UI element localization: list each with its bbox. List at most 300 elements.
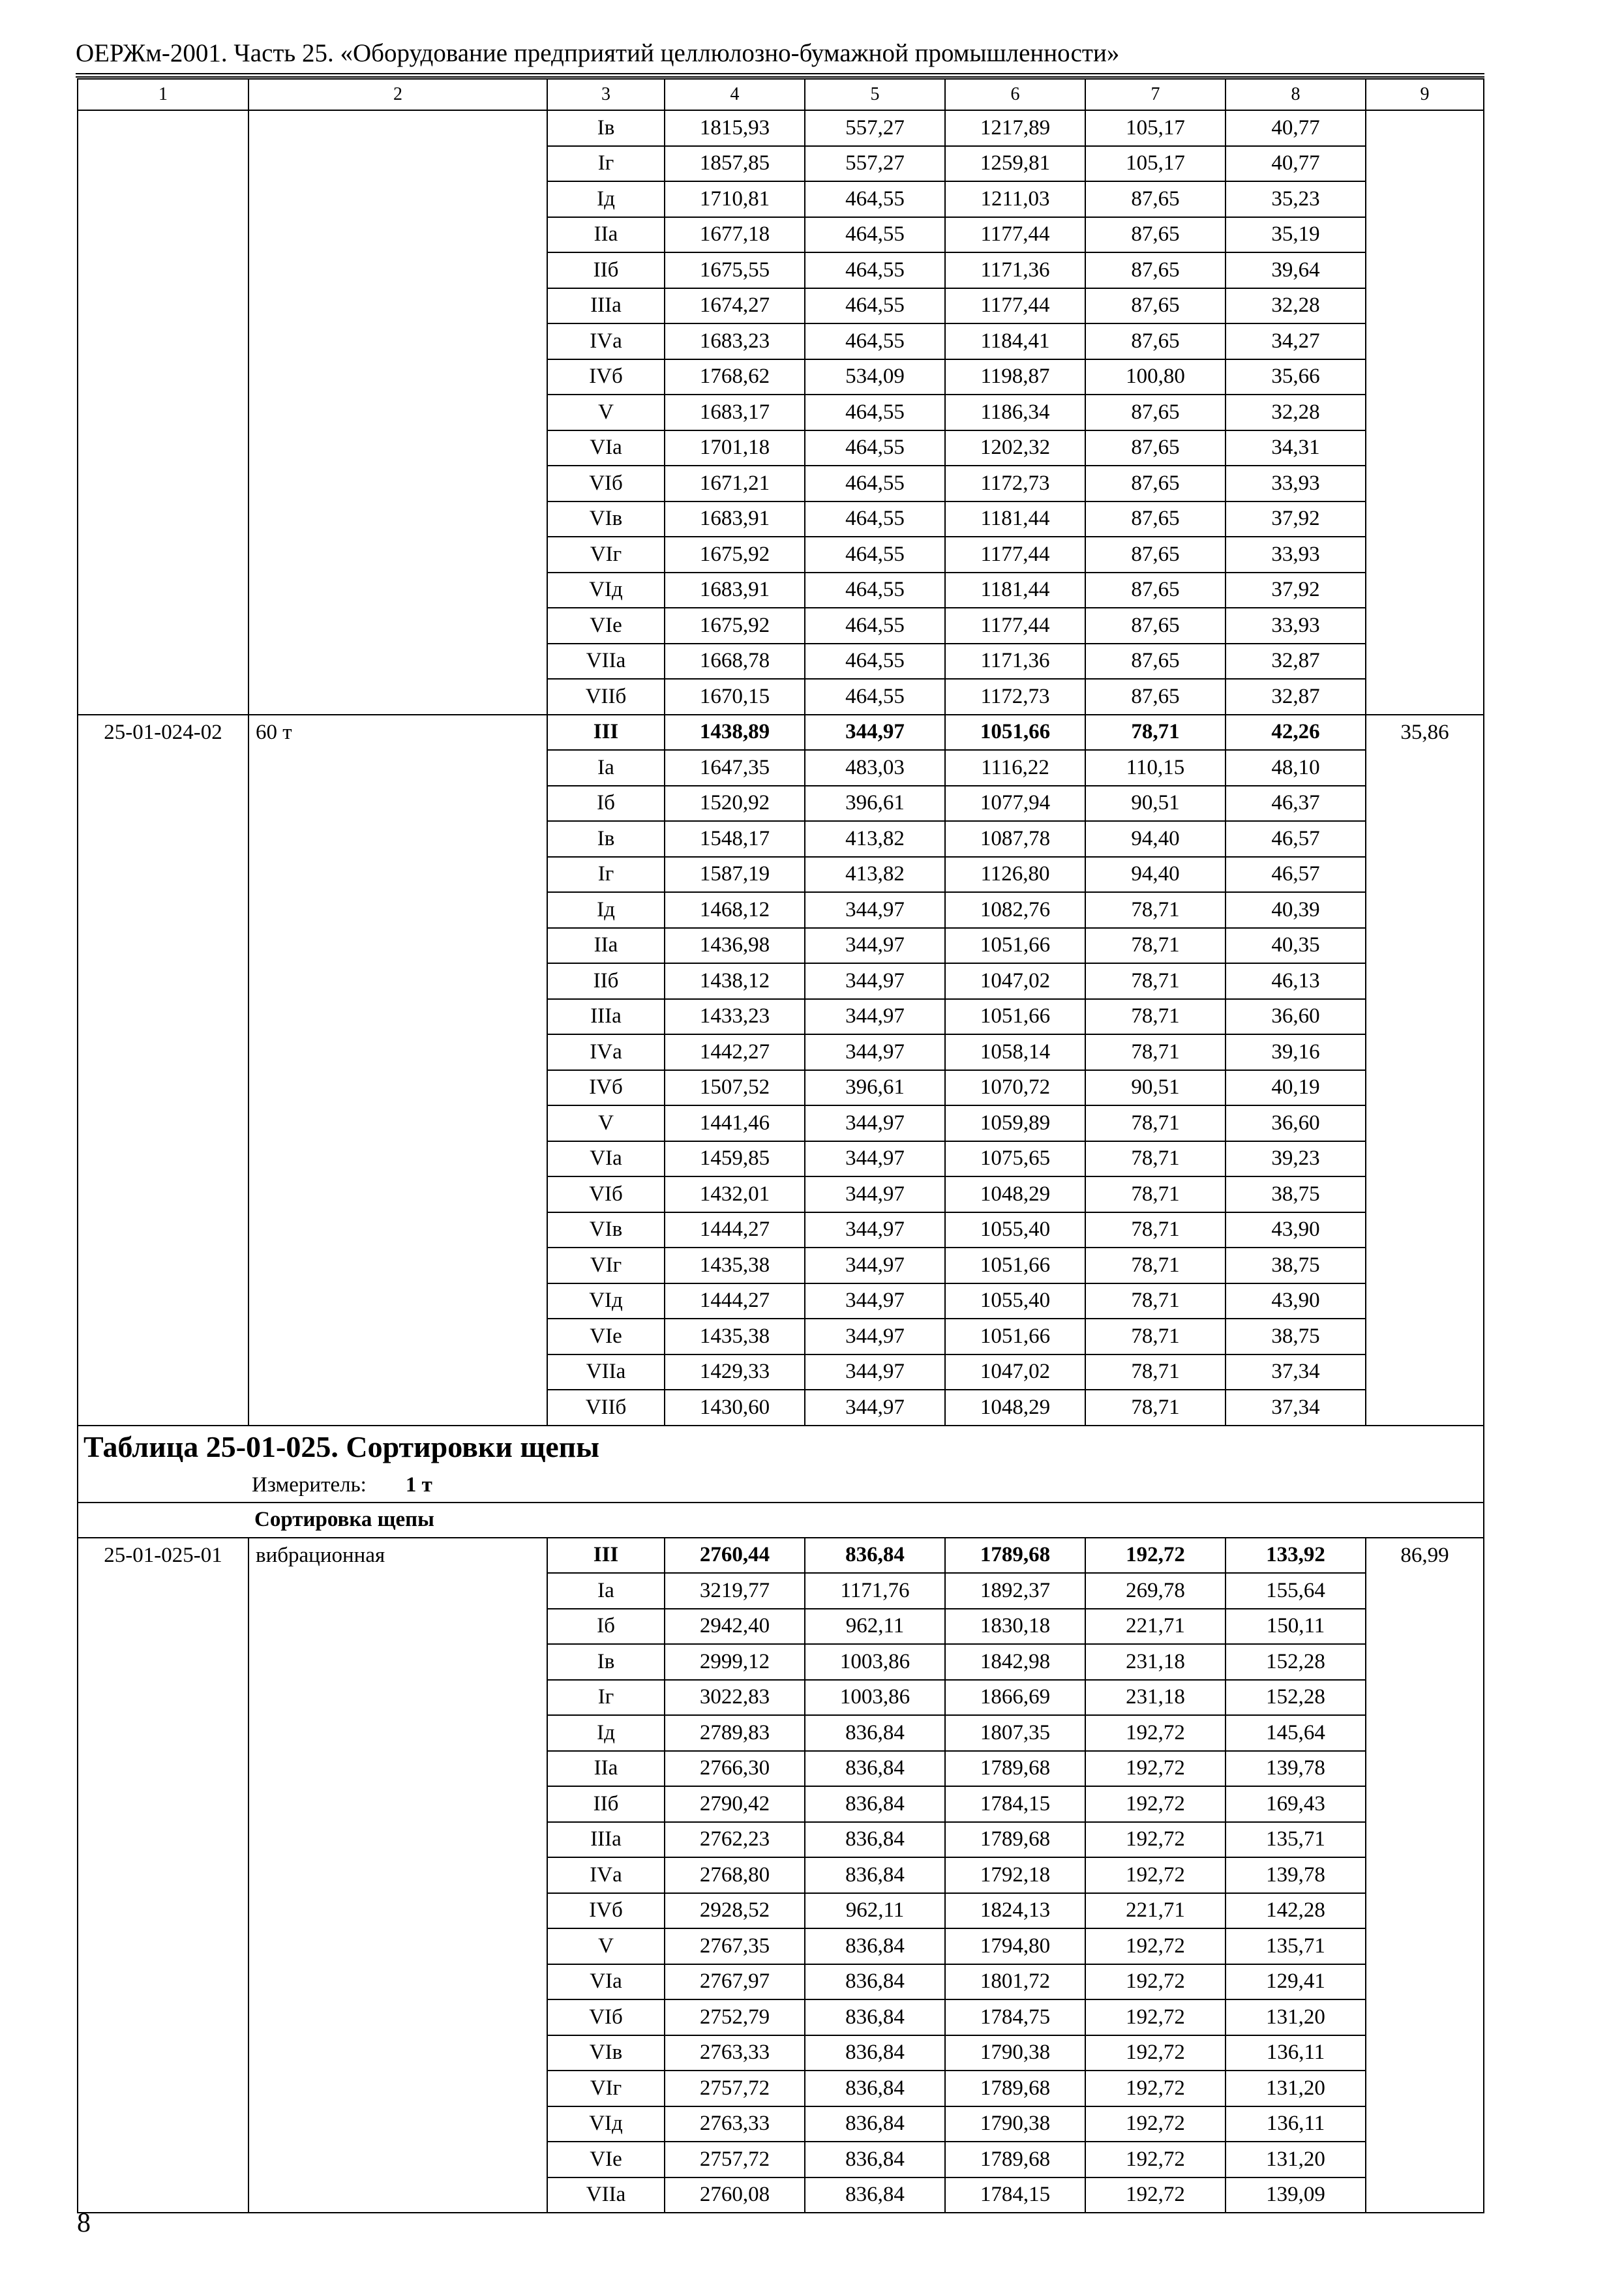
materials-cell: 131,20 (1226, 1999, 1366, 2035)
total-cost-cell: 3219,77 (665, 1573, 805, 1609)
total-cost-cell: 2767,97 (665, 1964, 805, 2000)
zone-code-cell: Iв (547, 110, 665, 146)
wages-cell: 1003,86 (805, 1680, 945, 1716)
total-cost-cell: 1683,17 (665, 395, 805, 430)
zone-code-cell: VIв (547, 1212, 665, 1248)
wages-cell: 464,55 (805, 323, 945, 359)
machine-operation-cell: 1217,89 (945, 110, 1085, 146)
total-cost-cell: 1507,52 (665, 1070, 805, 1106)
zone-code-cell: VIа (547, 1964, 665, 2000)
materials-cell: 37,92 (1226, 573, 1366, 608)
wages-cell: 344,97 (805, 999, 945, 1035)
operator-wages-cell: 78,71 (1085, 963, 1226, 999)
operator-wages-cell: 192,72 (1085, 2177, 1226, 2213)
materials-cell: 46,57 (1226, 821, 1366, 857)
machine-operation-cell: 1051,66 (945, 1248, 1085, 1283)
zone-code-cell: IVа (547, 323, 665, 359)
zone-code-cell: Iв (547, 1644, 665, 1680)
wages-cell: 464,55 (805, 537, 945, 573)
machine-operation-cell: 1048,29 (945, 1390, 1085, 1426)
operator-wages-cell: 100,80 (1085, 359, 1226, 395)
total-cost-cell: 1430,60 (665, 1390, 805, 1426)
materials-cell: 48,10 (1226, 750, 1366, 786)
machine-operation-cell: 1047,02 (945, 1354, 1085, 1390)
operator-wages-cell: 87,65 (1085, 181, 1226, 217)
machine-operation-cell: 1824,13 (945, 1893, 1085, 1929)
zone-code-cell: IIа (547, 1751, 665, 1787)
wages-cell: 1003,86 (805, 1644, 945, 1680)
total-cost-cell: 1647,35 (665, 750, 805, 786)
total-cost-cell: 1677,18 (665, 217, 805, 253)
operator-wages-cell: 87,65 (1085, 679, 1226, 715)
operator-wages-cell: 94,40 (1085, 857, 1226, 893)
materials-cell: 37,92 (1226, 501, 1366, 537)
zone-code-cell: V (547, 1928, 665, 1964)
zone-code-cell: IVб (547, 1070, 665, 1106)
materials-cell: 34,27 (1226, 323, 1366, 359)
operator-wages-cell: 78,71 (1085, 715, 1226, 751)
zone-code-cell: IVб (547, 359, 665, 395)
materials-cell: 40,19 (1226, 1070, 1366, 1106)
wages-cell: 962,11 (805, 1893, 945, 1929)
equipment-name (248, 110, 547, 715)
operator-wages-cell: 192,72 (1085, 2035, 1226, 2071)
operator-wages-cell: 269,78 (1085, 1573, 1226, 1609)
operator-wages-cell: 231,18 (1085, 1644, 1226, 1680)
total-cost-cell: 1438,89 (665, 715, 805, 751)
machine-operation-cell: 1116,22 (945, 750, 1085, 786)
operator-wages-cell: 94,40 (1085, 821, 1226, 857)
machine-operation-cell: 1784,75 (945, 1999, 1085, 2035)
materials-cell: 32,87 (1226, 644, 1366, 680)
materials-cell: 139,78 (1226, 1857, 1366, 1893)
total-cost-cell: 1701,18 (665, 430, 805, 466)
total-cost-cell: 1675,92 (665, 608, 805, 644)
machine-operation-cell: 1181,44 (945, 501, 1085, 537)
operator-wages-cell: 78,71 (1085, 1283, 1226, 1319)
wages-cell: 836,84 (805, 1964, 945, 2000)
total-cost-cell: 1468,12 (665, 892, 805, 928)
wages-cell: 344,97 (805, 1105, 945, 1141)
materials-cell: 35,19 (1226, 217, 1366, 253)
total-cost-cell: 2762,23 (665, 1822, 805, 1858)
zone-code-cell: VIг (547, 2071, 665, 2106)
wages-cell: 344,97 (805, 1319, 945, 1354)
wages-cell: 464,55 (805, 430, 945, 466)
total-cost-cell: 1438,12 (665, 963, 805, 999)
machine-operation-cell: 1058,14 (945, 1034, 1085, 1070)
total-cost-cell: 2999,12 (665, 1644, 805, 1680)
column-number: 4 (665, 79, 805, 110)
operator-wages-cell: 105,17 (1085, 110, 1226, 146)
wages-cell: 557,27 (805, 146, 945, 182)
zone-code-cell: IVб (547, 1893, 665, 1929)
materials-cell: 133,92 (1226, 1538, 1366, 1574)
zone-code-cell: VIв (547, 501, 665, 537)
machine-operation-cell: 1784,15 (945, 2177, 1085, 2213)
wages-cell: 344,97 (805, 1212, 945, 1248)
machine-operation-cell: 1177,44 (945, 537, 1085, 573)
materials-cell: 33,93 (1226, 537, 1366, 573)
operator-wages-cell: 87,65 (1085, 217, 1226, 253)
wages-cell: 344,97 (805, 715, 945, 751)
total-cost-cell: 1683,91 (665, 501, 805, 537)
total-cost-cell: 1675,55 (665, 252, 805, 288)
wages-cell: 344,97 (805, 963, 945, 999)
total-cost-cell: 1768,62 (665, 359, 805, 395)
total-cost-cell: 1670,15 (665, 679, 805, 715)
operator-wages-cell: 87,65 (1085, 323, 1226, 359)
machine-operation-cell: 1070,72 (945, 1070, 1085, 1106)
operator-wages-cell: 87,65 (1085, 252, 1226, 288)
materials-cell: 139,09 (1226, 2177, 1366, 2213)
zone-code-cell: VIIа (547, 2177, 665, 2213)
operator-wages-cell: 87,65 (1085, 501, 1226, 537)
machine-operation-cell: 1801,72 (945, 1964, 1085, 2000)
materials-cell: 39,64 (1226, 252, 1366, 288)
materials-cell: 145,64 (1226, 1715, 1366, 1751)
materials-cell: 37,34 (1226, 1354, 1366, 1390)
zone-code-cell: VIа (547, 430, 665, 466)
wages-cell: 836,84 (805, 2071, 945, 2106)
machine-operation-cell: 1172,73 (945, 679, 1085, 715)
machine-operation-cell: 1259,81 (945, 146, 1085, 182)
total-cost-cell: 3022,83 (665, 1680, 805, 1716)
column-number: 3 (547, 79, 665, 110)
materials-cell: 46,57 (1226, 857, 1366, 893)
machine-operation-cell: 1794,80 (945, 1928, 1085, 1964)
materials-cell: 131,20 (1226, 2071, 1366, 2106)
machine-operation-cell: 1059,89 (945, 1105, 1085, 1141)
zone-code-cell: VIIа (547, 644, 665, 680)
total-cost-cell: 1441,46 (665, 1105, 805, 1141)
equipment-name: вибрационная (248, 1538, 547, 2213)
zone-code-cell: V (547, 395, 665, 430)
materials-cell: 43,90 (1226, 1212, 1366, 1248)
wages-cell: 344,97 (805, 1141, 945, 1177)
operator-wages-cell: 192,72 (1085, 1999, 1226, 2035)
materials-cell: 135,71 (1226, 1822, 1366, 1858)
zone-code-cell: VIд (547, 2106, 665, 2142)
table-title: Таблица 25-01-025. Сортировки щепы (83, 1429, 600, 1463)
machine-operation-cell: 1077,94 (945, 786, 1085, 822)
column-number: 2 (248, 79, 547, 110)
zone-code-cell: Iд (547, 181, 665, 217)
materials-cell: 35,23 (1226, 181, 1366, 217)
column-number: 8 (1226, 79, 1366, 110)
unit-value: 1 т (405, 1473, 432, 1497)
header-rule-bottom (76, 76, 1484, 78)
operator-wages-cell: 87,65 (1085, 430, 1226, 466)
materials-cell: 139,78 (1226, 1751, 1366, 1787)
materials-cell: 39,16 (1226, 1034, 1366, 1070)
machine-operation-cell: 1211,03 (945, 181, 1085, 217)
materials-cell: 38,75 (1226, 1248, 1366, 1283)
machine-operation-cell: 1184,41 (945, 323, 1085, 359)
materials-cell: 155,64 (1226, 1573, 1366, 1609)
equipment-mass: 35,86 (1366, 715, 1484, 1426)
wages-cell: 464,55 (805, 252, 945, 288)
operator-wages-cell: 221,71 (1085, 1893, 1226, 1929)
page-header-title: ОЕРЖм-2001. Часть 25. «Оборудование предприятий целлюлозно-бумажной промышленности» (76, 39, 1120, 67)
machine-operation-cell: 1807,35 (945, 1715, 1085, 1751)
machine-operation-cell: 1171,36 (945, 644, 1085, 680)
operator-wages-cell: 78,71 (1085, 1212, 1226, 1248)
wages-cell: 396,61 (805, 786, 945, 822)
machine-operation-cell: 1082,76 (945, 892, 1085, 928)
machine-operation-cell: 1198,87 (945, 359, 1085, 395)
materials-cell: 34,31 (1226, 430, 1366, 466)
machine-operation-cell: 1075,65 (945, 1141, 1085, 1177)
machine-operation-cell: 1051,66 (945, 928, 1085, 964)
machine-operation-cell: 1789,68 (945, 1538, 1085, 1574)
total-cost-cell: 2790,42 (665, 1786, 805, 1822)
machine-operation-cell: 1051,66 (945, 1319, 1085, 1354)
operator-wages-cell: 87,65 (1085, 288, 1226, 324)
machine-operation-cell: 1789,68 (945, 1822, 1085, 1858)
zone-code-cell: IIб (547, 252, 665, 288)
total-cost-cell: 1857,85 (665, 146, 805, 182)
total-cost-cell: 1433,23 (665, 999, 805, 1035)
operator-wages-cell: 192,72 (1085, 1857, 1226, 1893)
machine-operation-cell: 1186,34 (945, 395, 1085, 430)
machine-operation-cell: 1892,37 (945, 1573, 1085, 1609)
total-cost-cell: 1432,01 (665, 1176, 805, 1212)
total-cost-cell: 1435,38 (665, 1248, 805, 1283)
operator-wages-cell: 78,71 (1085, 1354, 1226, 1390)
total-cost-cell: 1520,92 (665, 786, 805, 822)
materials-cell: 131,20 (1226, 2142, 1366, 2177)
operator-wages-cell: 231,18 (1085, 1680, 1226, 1716)
zone-code-cell: VIв (547, 2035, 665, 2071)
operator-wages-cell: 87,65 (1085, 644, 1226, 680)
materials-cell: 135,71 (1226, 1928, 1366, 1964)
machine-operation-cell: 1051,66 (945, 999, 1085, 1035)
wages-cell: 836,84 (805, 1538, 945, 1574)
operator-wages-cell: 221,71 (1085, 1609, 1226, 1645)
operator-wages-cell: 192,72 (1085, 1715, 1226, 1751)
zone-code-cell: VIб (547, 1999, 665, 2035)
machine-operation-cell: 1784,15 (945, 1786, 1085, 1822)
wages-cell: 344,97 (805, 1354, 945, 1390)
materials-cell: 32,28 (1226, 288, 1366, 324)
operator-wages-cell: 87,65 (1085, 608, 1226, 644)
zone-code-cell: VIе (547, 2142, 665, 2177)
total-cost-cell: 1548,17 (665, 821, 805, 857)
total-cost-cell: 2942,40 (665, 1609, 805, 1645)
materials-cell: 35,66 (1226, 359, 1366, 395)
total-cost-cell: 1444,27 (665, 1283, 805, 1319)
wages-cell: 483,03 (805, 750, 945, 786)
column-number: 6 (945, 79, 1085, 110)
wages-cell: 396,61 (805, 1070, 945, 1106)
materials-cell: 33,93 (1226, 608, 1366, 644)
materials-cell: 36,60 (1226, 1105, 1366, 1141)
machine-operation-cell: 1172,73 (945, 466, 1085, 501)
total-cost-cell: 1710,81 (665, 181, 805, 217)
equipment-mass (1366, 110, 1484, 715)
machine-operation-cell: 1202,32 (945, 430, 1085, 466)
zone-code-cell: VIд (547, 1283, 665, 1319)
operator-wages-cell: 192,72 (1085, 2106, 1226, 2142)
wages-cell: 344,97 (805, 1248, 945, 1283)
zone-code-cell: Iг (547, 1680, 665, 1716)
zone-code-cell: IVа (547, 1034, 665, 1070)
total-cost-cell: 1459,85 (665, 1141, 805, 1177)
unit-label: Измеритель: (252, 1473, 367, 1497)
wages-cell: 464,55 (805, 288, 945, 324)
total-cost-cell: 1671,21 (665, 466, 805, 501)
wages-cell: 836,84 (805, 1999, 945, 2035)
machine-operation-cell: 1792,18 (945, 1857, 1085, 1893)
wages-cell: 464,55 (805, 608, 945, 644)
materials-cell: 43,90 (1226, 1283, 1366, 1319)
wages-cell: 413,82 (805, 857, 945, 893)
wages-cell: 836,84 (805, 2106, 945, 2142)
equipment-name: 60 т (248, 715, 547, 1426)
zone-code-cell: IIб (547, 1786, 665, 1822)
operator-wages-cell: 192,72 (1085, 1538, 1226, 1574)
total-cost-cell: 2757,72 (665, 2071, 805, 2106)
materials-cell: 38,75 (1226, 1176, 1366, 1212)
materials-cell: 136,11 (1226, 2106, 1366, 2142)
zone-code-cell: Iб (547, 1609, 665, 1645)
materials-cell: 40,35 (1226, 928, 1366, 964)
rates-table (77, 78, 1484, 2213)
zone-code-cell: Iб (547, 786, 665, 822)
machine-operation-cell: 1048,29 (945, 1176, 1085, 1212)
materials-cell: 39,23 (1226, 1141, 1366, 1177)
zone-code-cell: Iв (547, 821, 665, 857)
zone-code-cell: VIг (547, 537, 665, 573)
materials-cell: 32,87 (1226, 679, 1366, 715)
wages-cell: 464,55 (805, 679, 945, 715)
total-cost-cell: 1683,23 (665, 323, 805, 359)
operator-wages-cell: 78,71 (1085, 1176, 1226, 1212)
materials-cell: 33,93 (1226, 466, 1366, 501)
section-cell (78, 1426, 1484, 1503)
operator-wages-cell: 78,71 (1085, 892, 1226, 928)
operator-wages-cell: 192,72 (1085, 1751, 1226, 1787)
wages-cell: 464,55 (805, 217, 945, 253)
machine-operation-cell: 1866,69 (945, 1680, 1085, 1716)
rate-code: 25-01-025-01 (78, 1538, 248, 2213)
machine-operation-cell: 1181,44 (945, 573, 1085, 608)
zone-code-cell: VIг (547, 1248, 665, 1283)
group-title: Сортировка щепы (78, 1503, 1484, 1538)
operator-wages-cell: 87,65 (1085, 537, 1226, 573)
zone-code-cell: V (547, 1105, 665, 1141)
wages-cell: 836,84 (805, 1715, 945, 1751)
wages-cell: 344,97 (805, 892, 945, 928)
wages-cell: 464,55 (805, 466, 945, 501)
table-row (78, 110, 1484, 146)
table-row (78, 1538, 1484, 1574)
column-number: 9 (1366, 79, 1484, 110)
total-cost-cell: 2757,72 (665, 2142, 805, 2177)
zone-code-cell: VIIб (547, 1390, 665, 1426)
total-cost-cell: 2767,35 (665, 1928, 805, 1964)
materials-cell: 129,41 (1226, 1964, 1366, 2000)
total-cost-cell: 2789,83 (665, 1715, 805, 1751)
machine-operation-cell: 1790,38 (945, 2106, 1085, 2142)
zone-code-cell: VIIа (547, 1354, 665, 1390)
materials-cell: 36,60 (1226, 999, 1366, 1035)
operator-wages-cell: 87,65 (1085, 466, 1226, 501)
operator-wages-cell: 192,72 (1085, 1822, 1226, 1858)
materials-cell: 32,28 (1226, 395, 1366, 430)
machine-operation-cell: 1055,40 (945, 1283, 1085, 1319)
machine-operation-cell: 1790,38 (945, 2035, 1085, 2071)
materials-cell: 152,28 (1226, 1644, 1366, 1680)
operator-wages-cell: 192,72 (1085, 1928, 1226, 1964)
machine-operation-cell: 1171,36 (945, 252, 1085, 288)
zone-code-cell: VIд (547, 573, 665, 608)
machine-operation-cell: 1051,66 (945, 715, 1085, 751)
zone-code-cell: Iа (547, 1573, 665, 1609)
wages-cell: 464,55 (805, 395, 945, 430)
operator-wages-cell: 105,17 (1085, 146, 1226, 182)
machine-operation-cell: 1789,68 (945, 1751, 1085, 1787)
column-number: 7 (1085, 79, 1226, 110)
rate-code: 25-01-024-02 (78, 715, 248, 1426)
machine-operation-cell: 1087,78 (945, 821, 1085, 857)
wages-cell: 464,55 (805, 181, 945, 217)
column-number: 1 (78, 79, 248, 110)
zone-code-cell: IIIа (547, 999, 665, 1035)
zone-code-cell: VIб (547, 1176, 665, 1212)
materials-cell: 40,77 (1226, 110, 1366, 146)
operator-wages-cell: 90,51 (1085, 786, 1226, 822)
total-cost-cell: 2752,79 (665, 1999, 805, 2035)
zone-code-cell: IVа (547, 1857, 665, 1893)
wages-cell: 464,55 (805, 501, 945, 537)
wages-cell: 836,84 (805, 1928, 945, 1964)
group-header-row (78, 1503, 1484, 1538)
operator-wages-cell: 192,72 (1085, 2142, 1226, 2177)
column-number-row (78, 79, 1484, 110)
operator-wages-cell: 78,71 (1085, 928, 1226, 964)
machine-operation-cell: 1055,40 (945, 1212, 1085, 1248)
materials-cell: 136,11 (1226, 2035, 1366, 2071)
wages-cell: 1171,76 (805, 1573, 945, 1609)
zone-code-cell: VIб (547, 466, 665, 501)
operator-wages-cell: 192,72 (1085, 2071, 1226, 2106)
wages-cell: 534,09 (805, 359, 945, 395)
total-cost-cell: 2763,33 (665, 2106, 805, 2142)
zone-code-cell: III (547, 715, 665, 751)
zone-code-cell: VIIб (547, 679, 665, 715)
total-cost-cell: 2763,33 (665, 2035, 805, 2071)
operator-wages-cell: 90,51 (1085, 1070, 1226, 1106)
machine-operation-cell: 1177,44 (945, 608, 1085, 644)
wages-cell: 836,84 (805, 1822, 945, 1858)
total-cost-cell: 1668,78 (665, 644, 805, 680)
zone-code-cell: IIIа (547, 288, 665, 324)
wages-cell: 344,97 (805, 1176, 945, 1212)
machine-operation-cell: 1842,98 (945, 1644, 1085, 1680)
zone-code-cell: IIа (547, 217, 665, 253)
wages-cell: 836,84 (805, 2177, 945, 2213)
total-cost-cell: 1435,38 (665, 1319, 805, 1354)
operator-wages-cell: 110,15 (1085, 750, 1226, 786)
operator-wages-cell: 192,72 (1085, 1964, 1226, 2000)
materials-cell: 40,77 (1226, 146, 1366, 182)
machine-operation-cell: 1177,44 (945, 217, 1085, 253)
materials-cell: 38,75 (1226, 1319, 1366, 1354)
wages-cell: 344,97 (805, 1034, 945, 1070)
wages-cell: 557,27 (805, 110, 945, 146)
